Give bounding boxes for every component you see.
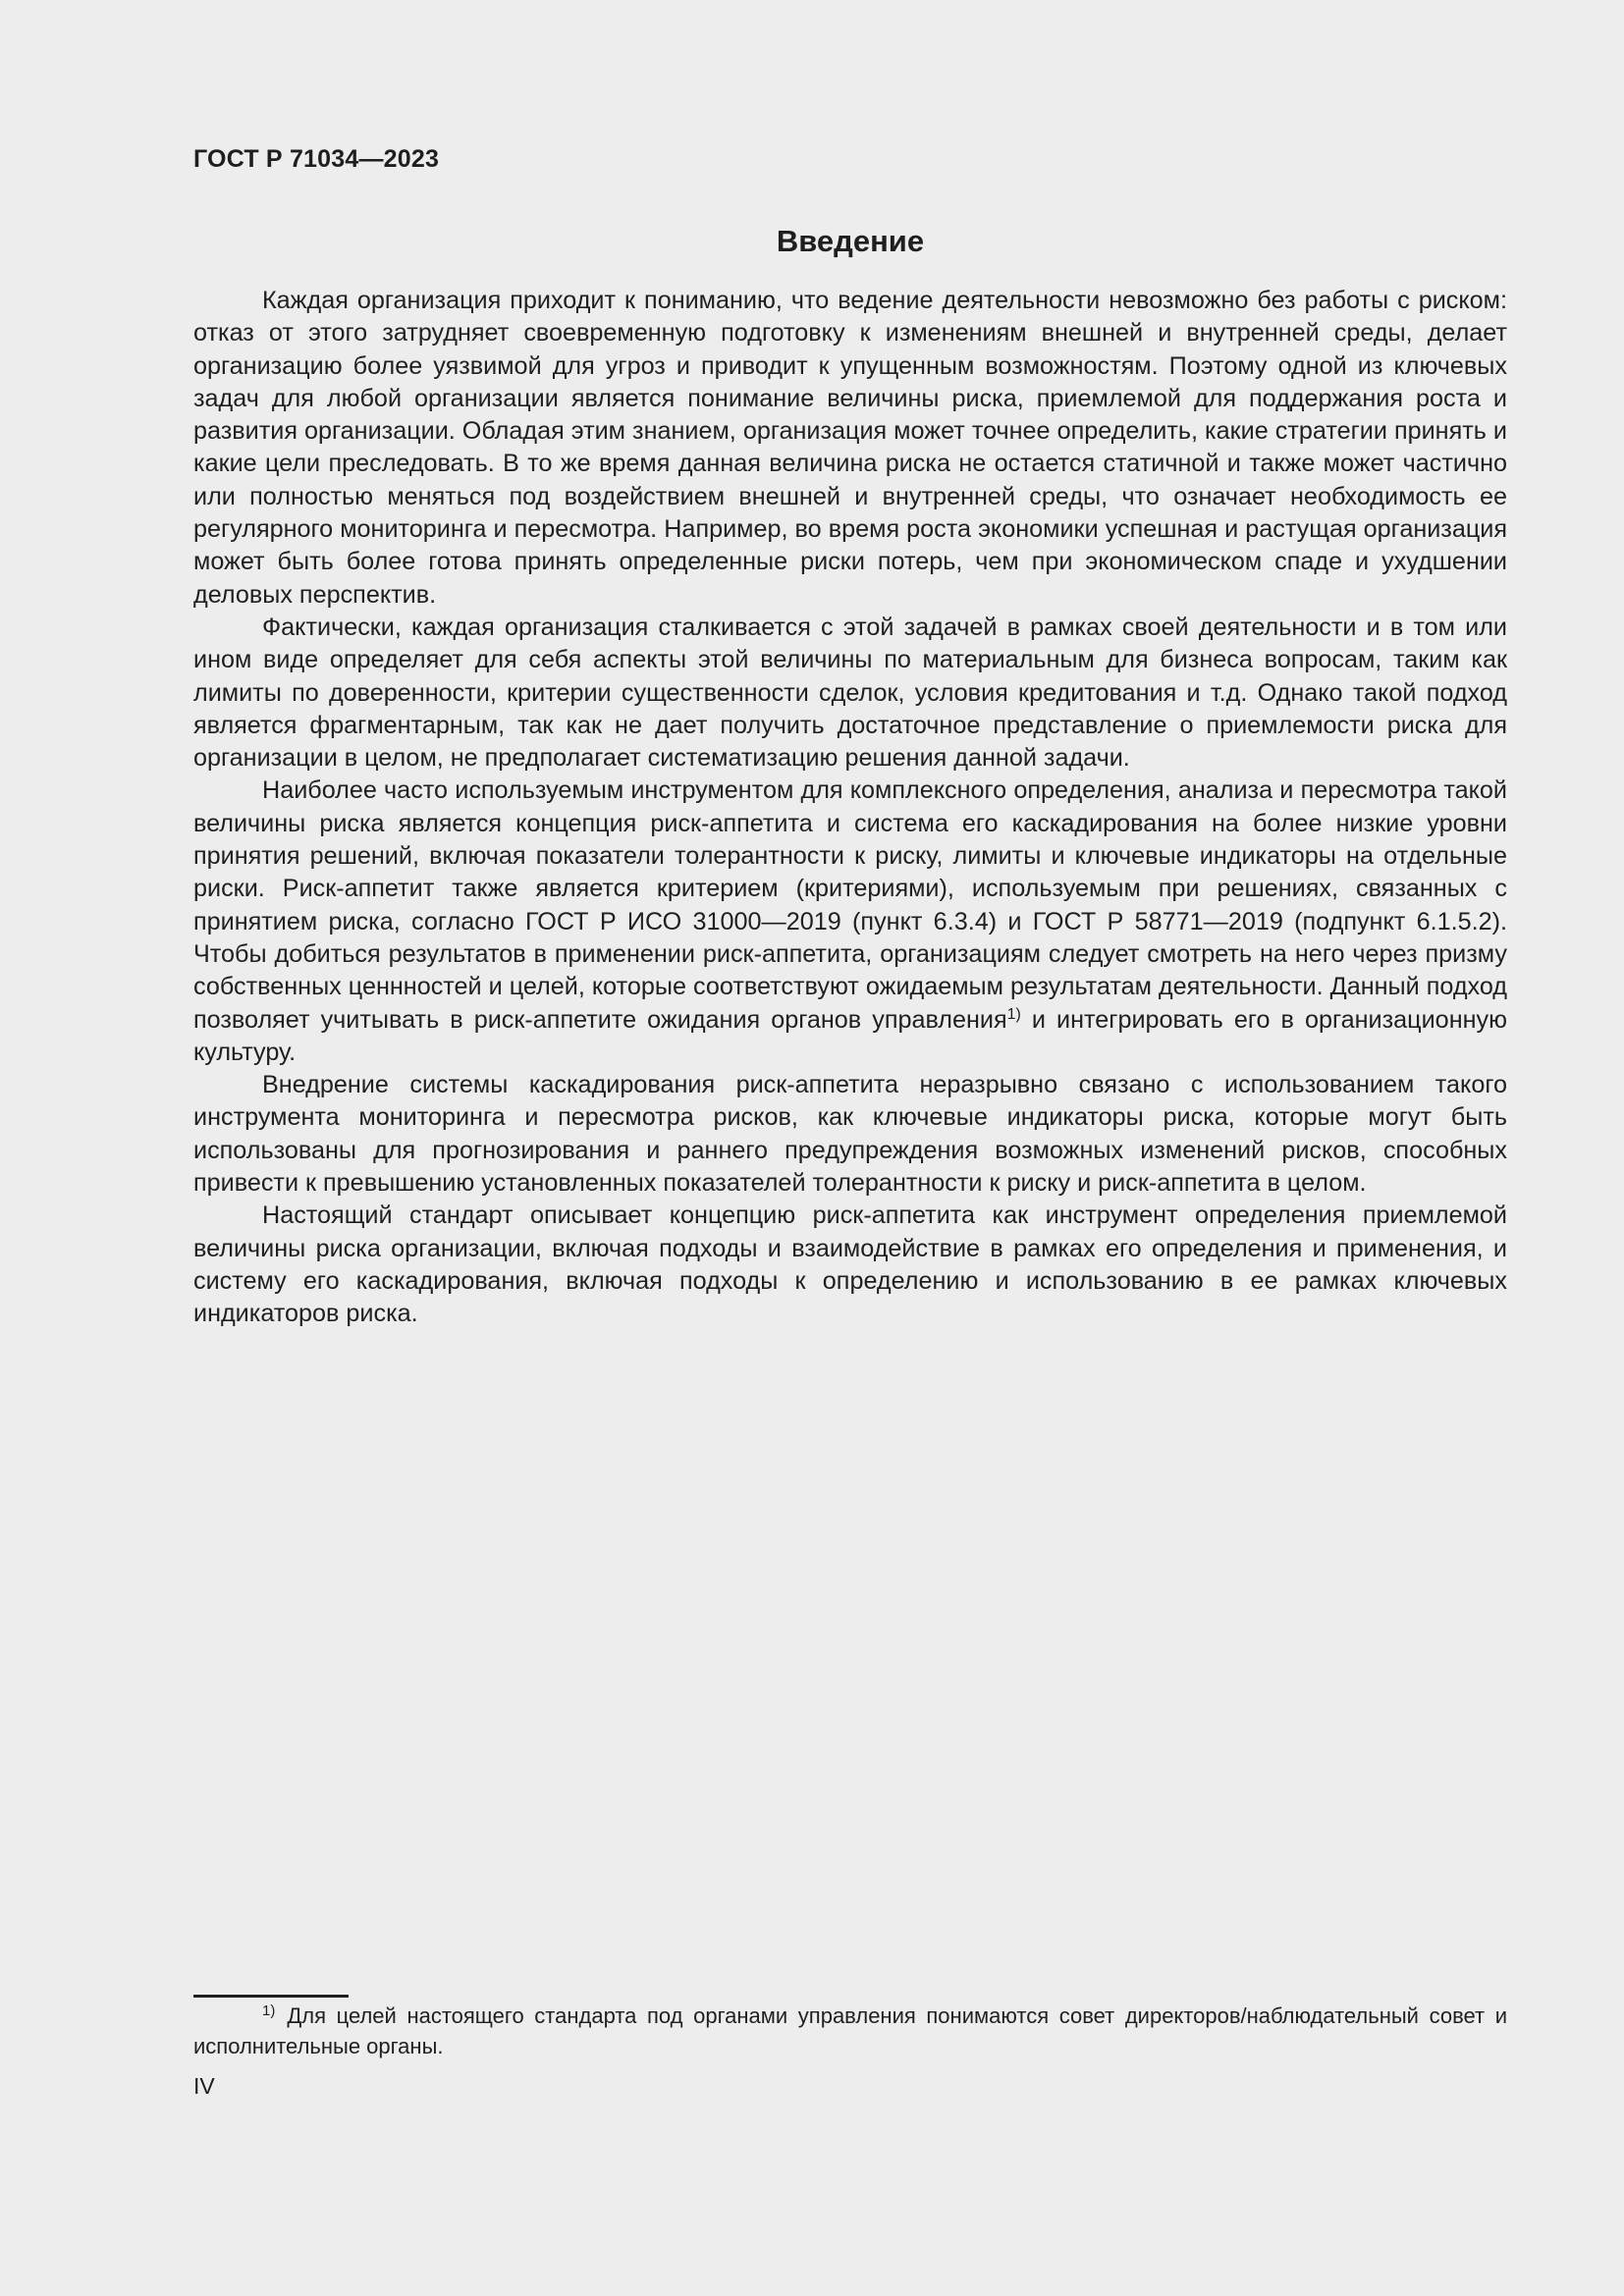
paragraph-text: Настоящий стандарт описывает концепцию риск-аппетита как инструмент определения приемлемой величины риска организации, включая подходы и взаимодействие в рамках его определения и применения, и систему его каскадирования, включая подходы к определению и использованию в ее рамках ключевых индикаторов риска. [193, 1201, 1507, 1328]
paragraph [193, 285, 1507, 612]
paragraph-text: Наиболее часто используемым инструментом для комплексного определения, анализа и пересмотра такой величины риска является концепция риск-аппетита и система его каскадирования на более низкие уровни принятия решений, включая показатели толерантности к риску, лимиты и ключевые индикаторы на отдельные риски. Риск-аппетит также является критерием (критериями), используемым при решениях, связанных с принятием риска, согласно ГОСТ Р ИСО 31000—2019 (пункт 6.3.4) и ГОСТ Р 58771—2019 (подпункт 6.1.5.2). Чтобы добиться результатов в применении риск-аппетита, организациям следует смотреть на него через призму собственных ценнностей и целей, которые соответствуют ожидаемым результатам деятельности. Данный подход позволяет учитывать в риск-аппетите ожидания органов управления [193, 776, 1507, 1034]
footnote-divider [193, 1995, 349, 1998]
introduction-body [193, 285, 1507, 1331]
page-number: IV [193, 2073, 215, 2099]
paragraph [193, 612, 1507, 774]
paragraph [193, 774, 1507, 1069]
footnote-text: Для целей настоящего стандарта под органами управления понимаются совет директоров/наблюдательный совет и исполнительные органы. [193, 2003, 1507, 2058]
section-title: Введение [776, 224, 925, 258]
footnote [193, 2001, 1507, 2061]
paragraph [193, 1200, 1507, 1330]
paragraph-text: Каждая организация приходит к пониманию, что ведение деятельности невозможно без работы с риском: отказ от этого затрудняет своевременную подготовку к изменениям внешней и внутренней среды, делает организацию более уязвимой для угроз и приводит к упущенным возможностям. Поэтому одной из ключевых задач для любой организации является понимание величины риска, приемлемой для поддержания роста и развития организации. Обладая этим знанием, организация может точнее определить, какие стратегии принять и какие цели преследовать. В то же время данная величина риска не остается статичной и также может частично или полностью меняться под воздействием внешней и внутренней среды, что означает необходимость ее регулярного мониторинга и пересмотра. Например, во время роста экономики успешная и растущая организация может быть более готова принять определенные риски потерь, чем при экономическом спаде и ухудшении деловых перспектив. [193, 287, 1507, 609]
paragraph [193, 1069, 1507, 1200]
paragraph-text: Внедрение системы каскадирования риск-аппетита неразрывно связано с использованием такого инструмента мониторинга и пересмотра рисков, как ключевые индикаторы риска, которые могут быть использованы для прогнозирования и раннего предупреждения возможных изменений рисков, способных привести к превышению установленных показателей толерантности к риску и риск-аппетита в целом. [193, 1071, 1507, 1198]
footnote-mark: 1) [262, 2002, 276, 2019]
document-page [193, 0, 1507, 2296]
document-id: ГОСТ Р 71034—2023 [193, 145, 440, 173]
paragraph-text: Фактически, каждая организация сталкивается с этой задачей в рамках своей деятельности и в том или ином виде определяет для себя аспекты этой величины по материальным для бизнеса вопросам, таким как лимиты по доверенности, критерии существенности сделок, условия кредитования и т.д. Однако такой подход является фрагментарным, так как не дает получить достаточное представление о приемлемости риска для организации в целом, не предполагает систематизацию решения данной задачи. [193, 613, 1507, 773]
footnote-reference: 1) [1006, 1005, 1021, 1023]
paragraph-text-tail: и интегрировать его в организационную культуру. [193, 1005, 1507, 1066]
